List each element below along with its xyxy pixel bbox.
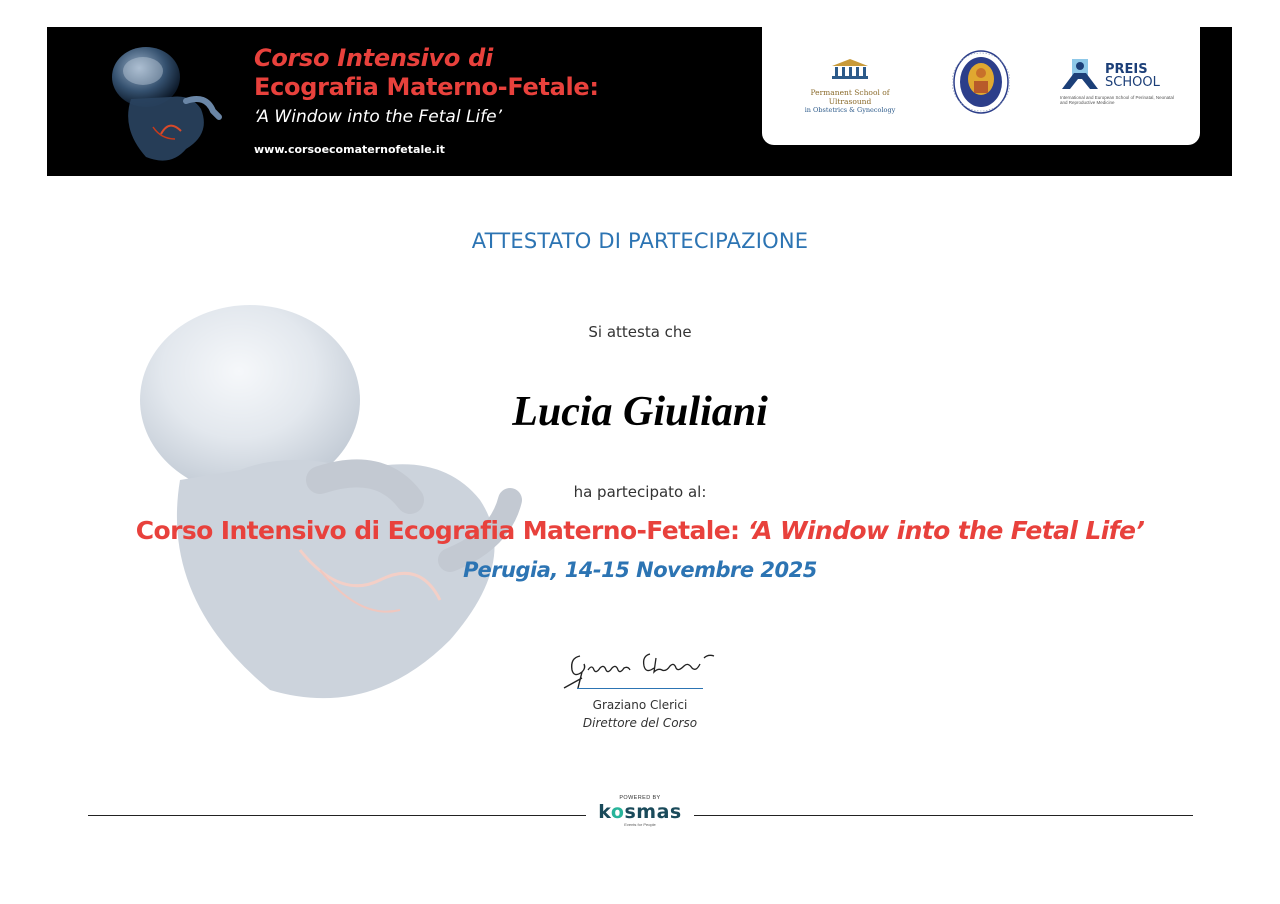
kosmas-logo [590, 801, 690, 823]
psu-logo [790, 57, 910, 114]
course-title-plain: Corso Intensivo di Ecografia Materno-Fetale: [135, 516, 748, 545]
intro-text: Si attesta che [588, 323, 692, 341]
banner-subtitle: ‘A Window into the Fetal Life’ [254, 107, 502, 127]
seal-logo [952, 49, 1010, 115]
signer-role: Direttore del Corso [582, 716, 698, 730]
kosmas-letters-rest: smas [624, 801, 682, 823]
preis-word: PREIS [1105, 62, 1148, 77]
psu-logo-line1: Permanent School of Ultrasound [810, 88, 890, 106]
kosmas-letter-o: o [610, 801, 625, 823]
header-banner [47, 27, 1232, 176]
participated-text: ha partecipato al: [573, 483, 707, 501]
recipient-name: Lucia Giuliani [512, 389, 768, 435]
school-word: SCHOOL [1105, 75, 1160, 90]
preis-school-logo [1060, 59, 1178, 111]
kosmas-letter-k: k [598, 801, 611, 823]
course-location-date: Perugia, 14-15 Novembre 2025 [463, 558, 817, 582]
banner-title-line2: Ecografia Materno-Fetale: [254, 73, 599, 101]
powered-by-text: POWERED BY [619, 795, 661, 801]
logo-panel [762, 27, 1200, 145]
signature-line [577, 688, 703, 689]
course-title-italic: ‘A Window into the Fetal Life’ [747, 516, 1145, 545]
certificate-heading: ATTESTATO DI PARTECIPAZIONE [471, 229, 809, 253]
fetus-watermark [120, 300, 540, 720]
handwritten-signature [558, 648, 722, 692]
kosmas-tagline: Events for People [624, 822, 656, 827]
signer-name: Graziano Clerici [592, 698, 688, 712]
footer-divider-left [88, 815, 586, 816]
course-title [0, 516, 1280, 545]
person-icon [1060, 59, 1102, 93]
fetus-illustration [91, 39, 231, 169]
footer-divider-right [694, 815, 1193, 816]
temple-icon [828, 57, 872, 81]
psu-logo-line2: in Obstetrics & Gynecology [804, 106, 896, 114]
banner-title-line1: Corso Intensivo di [254, 44, 493, 72]
banner-url: www.corsoecomaternofetale.it [254, 143, 445, 156]
preis-caption: International and European School of Perinatal, Neonatal and Reproductive Medicine [1060, 95, 1174, 105]
banner-title [254, 44, 599, 102]
